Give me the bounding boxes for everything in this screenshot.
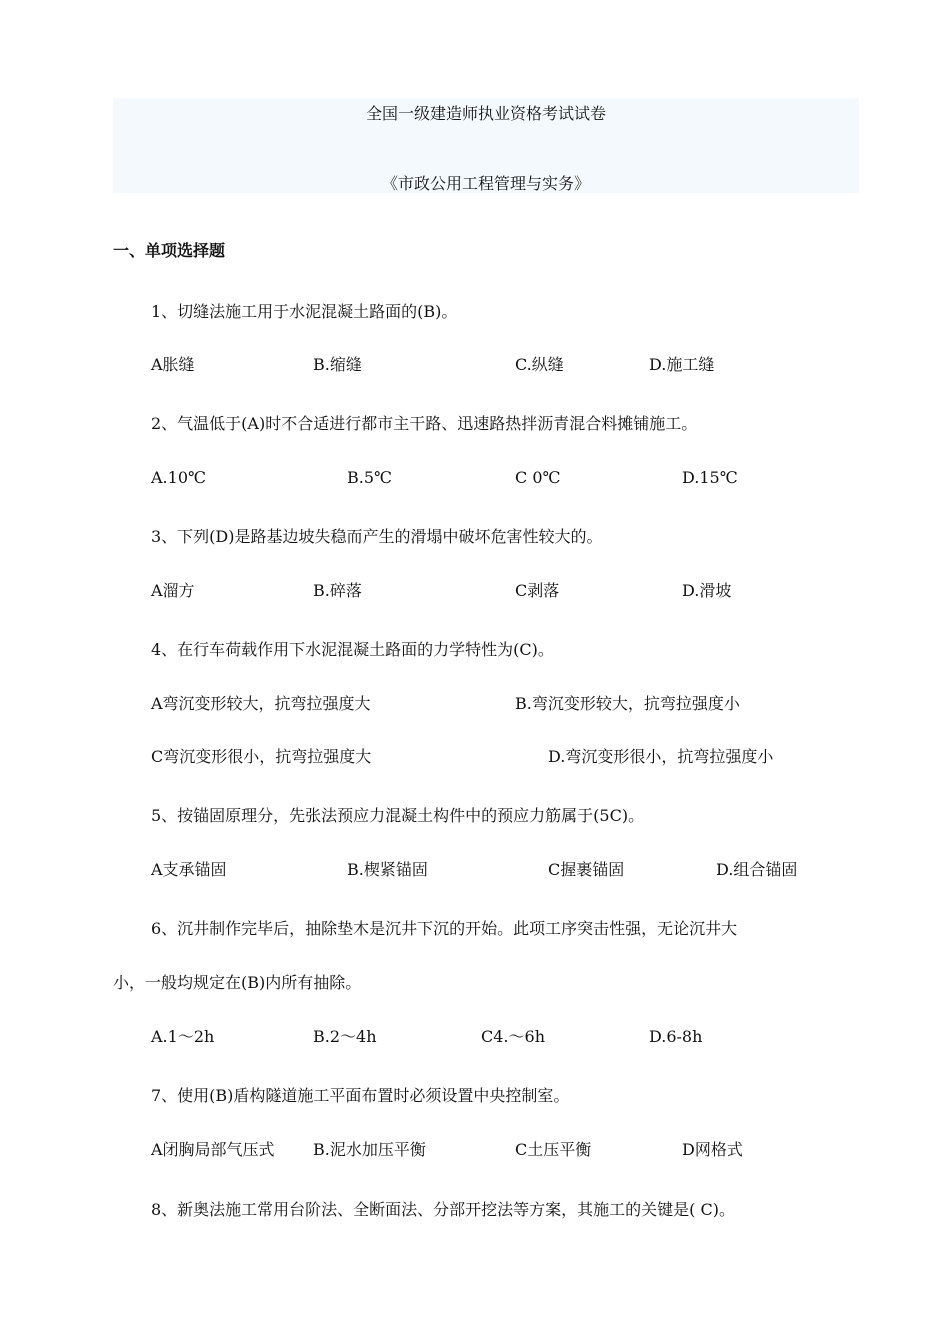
question-3-option-c: C剥落: [515, 581, 560, 600]
question-6-option-b: B.2～4h: [313, 1027, 377, 1046]
question-7-option-b: B.泥水加压平衡: [313, 1140, 426, 1159]
question-5-option-d: D.组合锚固: [716, 860, 798, 879]
question-1-option-c: C.纵缝: [515, 355, 564, 374]
question-6-continuation: 小，一般均规定在(B)内所有抽除。: [113, 973, 362, 992]
question-1-option-a: A胀缝: [151, 355, 195, 374]
question-4-option-c: C弯沉变形很小，抗弯拉强度大: [151, 747, 372, 766]
document-subtitle: 《市政公用工程管理与实务》: [381, 174, 590, 193]
question-4-option-d: D.弯沉变形很小，抗弯拉强度小: [548, 747, 774, 766]
question-2-option-b: B.5℃: [347, 468, 392, 487]
question-2-option-c: C 0℃: [515, 468, 561, 487]
question-5-option-b: B.楔紧锚固: [347, 860, 428, 879]
question-4-option-a: A弯沉变形较大，抗弯拉强度大: [151, 694, 371, 713]
question-7: 7、使用(B)盾构隧道施工平面布置时必须设置中央控制室。: [151, 1086, 570, 1105]
question-6-option-c: C4.～6h: [481, 1027, 545, 1046]
question-4: 4、在行车荷载作用下水泥混凝土路面的力学特性为(C)。: [151, 640, 554, 659]
question-5-option-a: A支承锚固: [151, 860, 227, 879]
question-6: 6、沉井制作完毕后，抽除垫木是沉井下沉的开始。此项工序突击性强，无论沉井大: [151, 919, 738, 938]
question-6-option-a: A.1～2h: [151, 1027, 215, 1046]
question-7-option-d: D网格式: [682, 1140, 743, 1159]
question-3-option-d: D.滑坡: [682, 581, 732, 600]
question-2-option-d: D.15℃: [682, 468, 738, 487]
question-5-option-c: C握裹锚固: [548, 860, 625, 879]
question-1: 1、切缝法施工用于水泥混凝土路面的(B)。: [151, 302, 458, 321]
question-3-option-a: A溜方: [151, 581, 195, 600]
question-3: 3、下列(D)是路基边坡失稳而产生的滑塌中破坏危害性较大的。: [151, 527, 603, 546]
question-3-option-b: B.碎落: [313, 581, 362, 600]
question-8: 8、新奥法施工常用台阶法、全断面法、分部开挖法等方案，其施工的关键是( C)。: [151, 1200, 735, 1219]
section-heading: 一、单项选择题: [113, 241, 226, 260]
question-2: 2、气温低于(A)时不合适进行都市主干路、迅速路热拌沥青混合料摊铺施工。: [151, 414, 698, 433]
question-1-option-b: B.缩缝: [313, 355, 362, 374]
document-title: 全国一级建造师执业资格考试试卷: [365, 104, 606, 123]
question-7-option-a: A闭胸局部气压式: [151, 1140, 275, 1159]
question-4-option-b: B.弯沉变形较大，抗弯拉强度小: [515, 694, 740, 713]
question-2-option-a: A.10℃: [151, 468, 206, 487]
question-6-option-d: D.6-8h: [649, 1027, 703, 1046]
question-7-option-c: C土压平衡: [515, 1140, 592, 1159]
question-5: 5、按锚固原理分，先张法预应力混凝土构件中的预应力筋属于(5C)。: [151, 806, 645, 825]
question-1-option-d: D.施工缝: [649, 355, 715, 374]
